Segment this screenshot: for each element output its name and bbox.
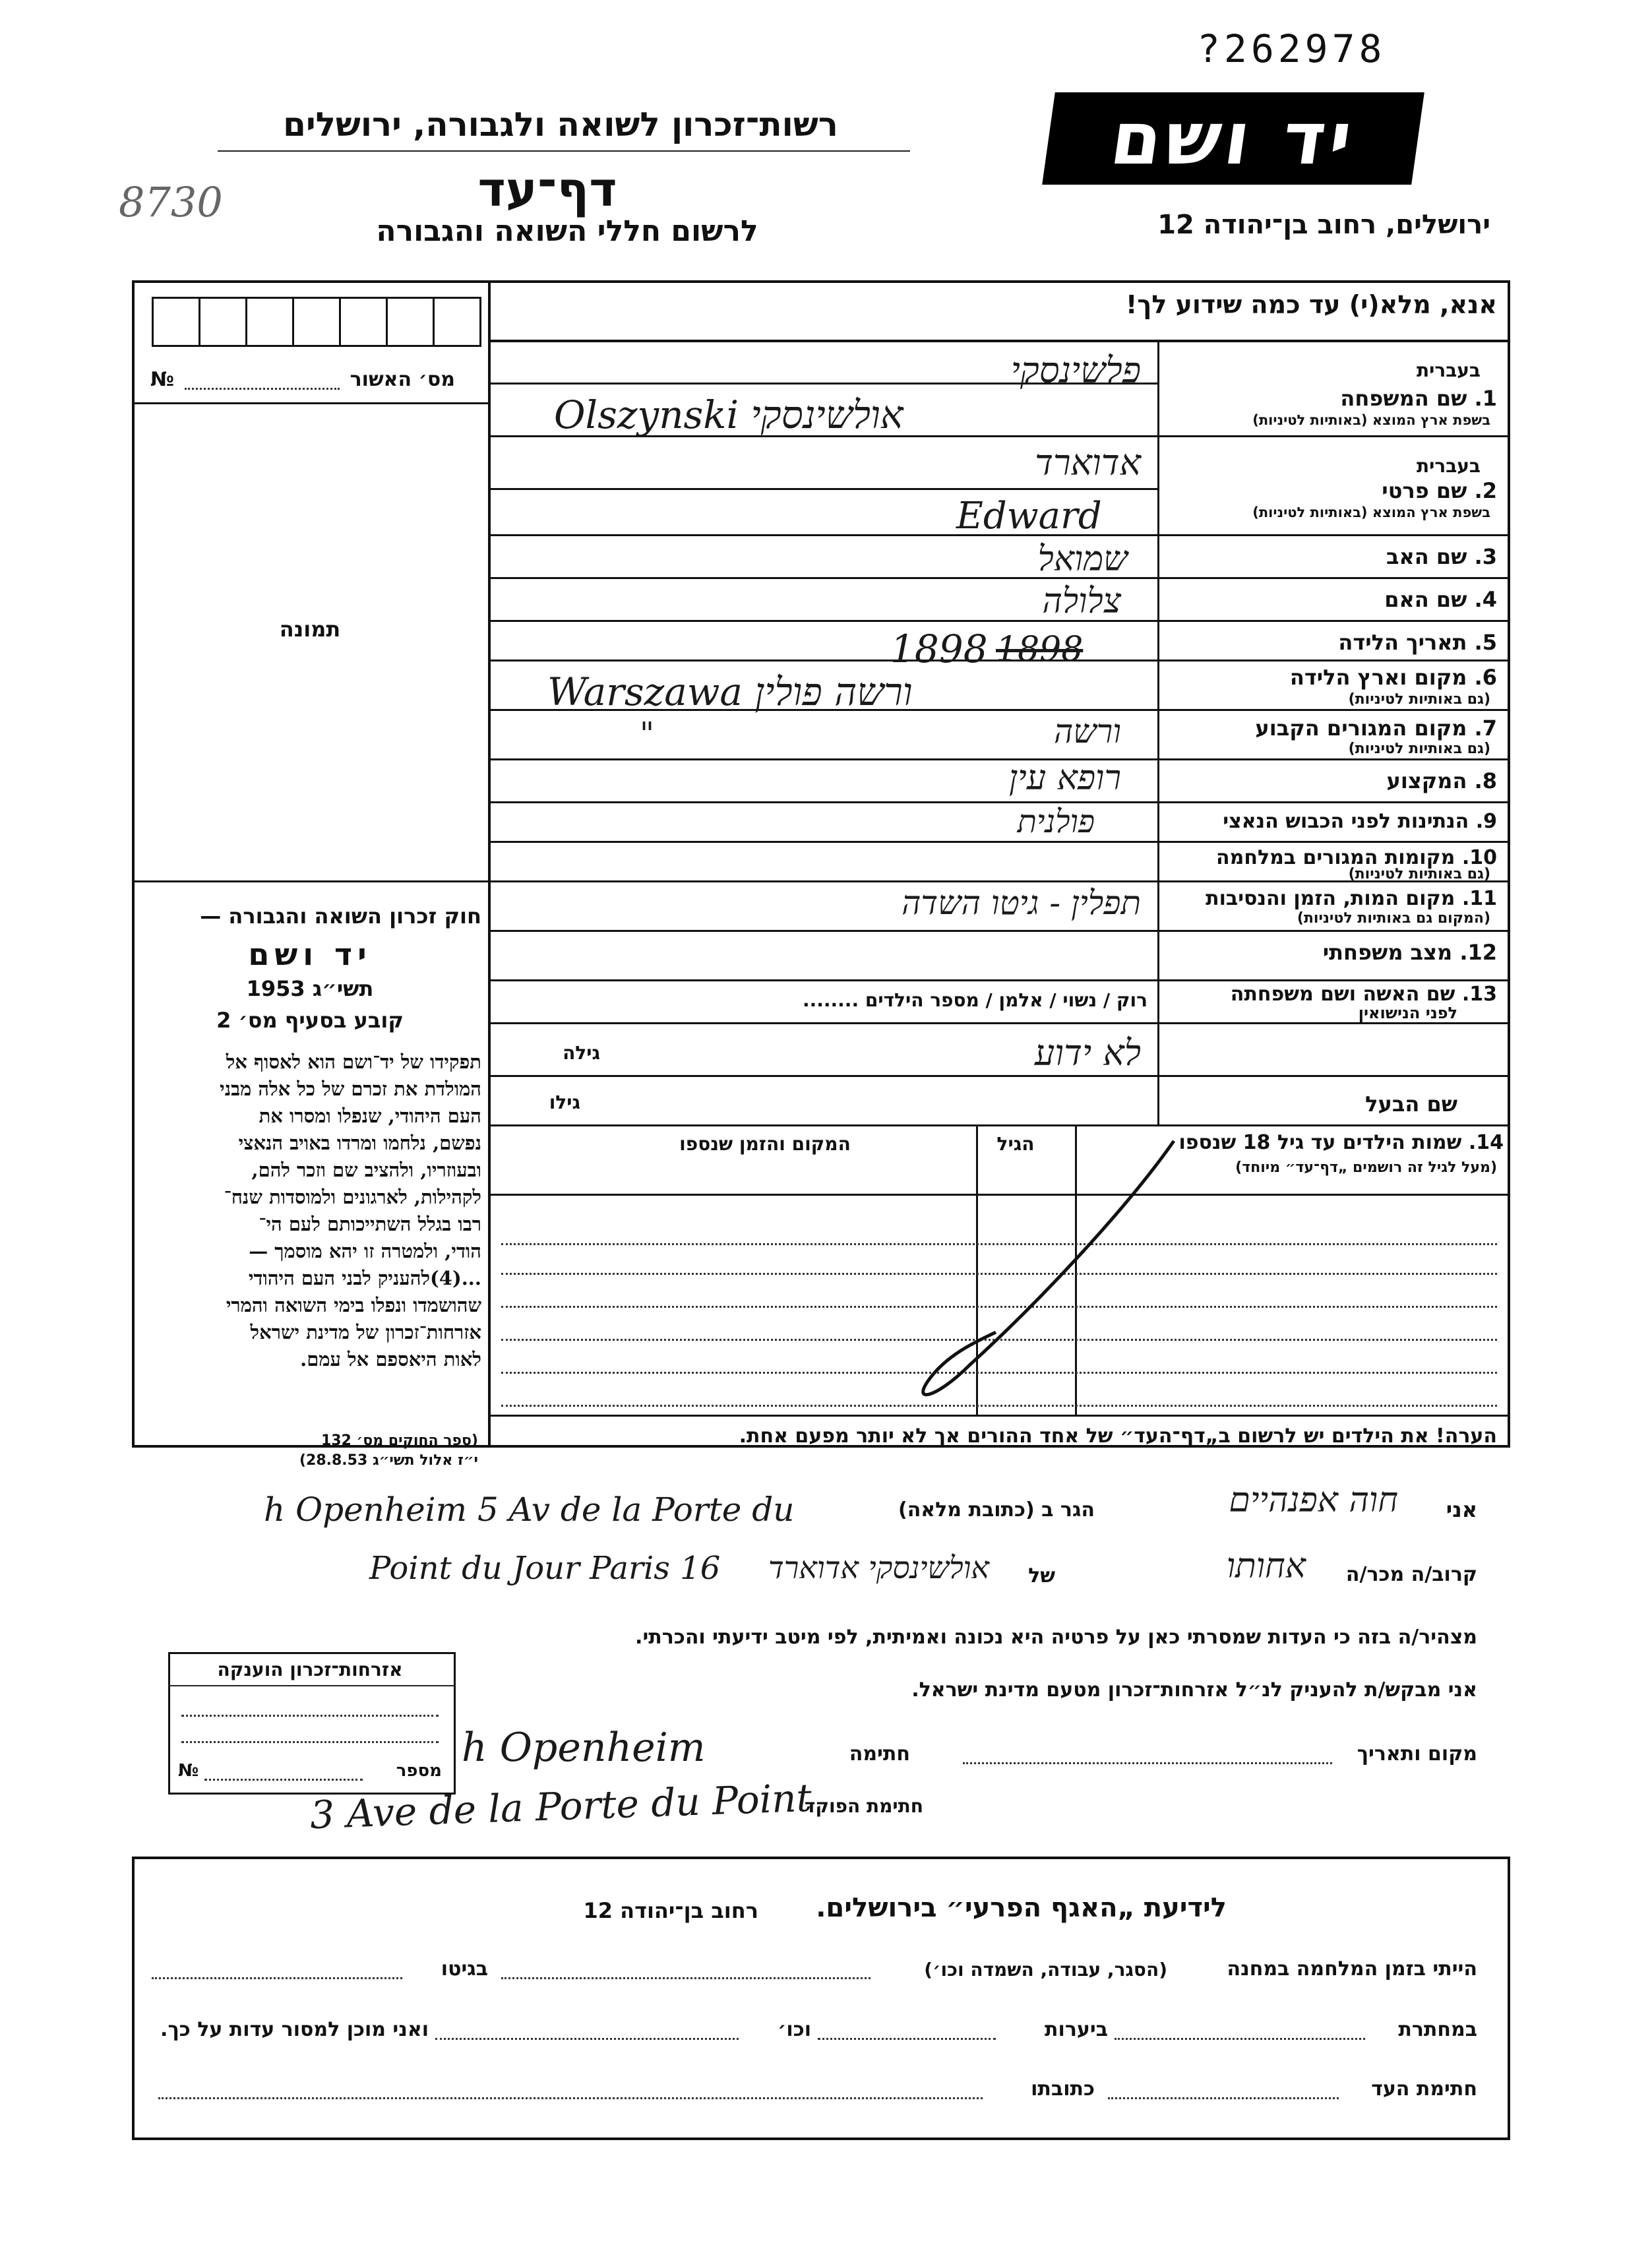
photo-label: תמונה <box>279 617 341 642</box>
wife-age-label: גילה <box>563 1042 600 1064</box>
field-5-value-struck: 1898 <box>996 630 1084 669</box>
footer-etc-label: וכו׳ <box>778 2018 811 2041</box>
field-3-value[interactable]: שמואל <box>1037 539 1128 579</box>
declaration-address-label: הגר ב (כתובת מלאה) <box>898 1498 1095 1521</box>
label-column-divider <box>1157 340 1159 1124</box>
yad-vashem-logo <box>1042 92 1424 185</box>
children-hint: (מעל לגיל זה רושמים „דף־עד״ מיוחד) <box>1235 1159 1497 1176</box>
declarant-address-line2[interactable]: Point du Jour Paris 16 <box>369 1550 721 1587</box>
footer-witness-signature-label: חתימת העד <box>1371 2077 1477 2101</box>
husband-age-label: גילו <box>549 1091 580 1113</box>
approval-no-sign: № <box>150 368 175 391</box>
law-year: תשי״ג 1953 <box>246 976 374 1001</box>
law-section: קובע בסעיף מס׳ 2 <box>216 1008 404 1033</box>
field-7-value-hebrew[interactable]: ורשה <box>1053 712 1121 751</box>
field-13-hint: לפני הנישואין <box>1358 1004 1457 1022</box>
serial-number: ?262978 <box>1197 26 1386 71</box>
children-bottom-line <box>491 1415 1510 1417</box>
law-text-line: ובעוזריו, ולהציב שם וזכר להם, <box>251 1159 481 1181</box>
field-1-label <box>1167 386 1497 411</box>
footer-address: רחוב בן־יהודה 12 <box>583 1898 758 1923</box>
law-title: חוק זכרון השואה והגבורה — <box>200 904 481 929</box>
declaration-statement: מצהיר/ה בזה כי העדות שמסרתי כאן על פרטיה היא נכונה ואמיתית, לפי מיטב ידיעתי והכרתי. <box>635 1626 1477 1649</box>
field-13-value[interactable]: לא ידוע <box>1034 1032 1141 1074</box>
field-6-num: 6. <box>1474 665 1497 690</box>
approval-number-field[interactable] <box>185 388 340 390</box>
declarant-signature[interactable]: h Openheim <box>462 1725 706 1771</box>
victim-name[interactable]: אולשינסקי אדוארד <box>768 1550 989 1585</box>
instruction: אנא, מלא(י) עד כמה שידוע לך! <box>1126 290 1497 319</box>
footer-address-field[interactable] <box>158 2097 983 2099</box>
field-1-num: 1. <box>1474 386 1497 411</box>
field-9-label <box>1167 810 1497 833</box>
footer-camp-field[interactable] <box>501 1977 871 1979</box>
row-divider <box>491 930 1510 932</box>
children-note: הערה! את הילדים יש לרשום ב„דף־העד״ של אחד ההורים אך לא יותר מפעם אחת. <box>739 1425 1497 1448</box>
field-7-title: מקום המגורים הקבוע <box>1255 716 1467 741</box>
row-divider <box>491 979 1510 981</box>
footer-right-border <box>1508 1857 1510 2140</box>
field-6-label <box>1167 665 1497 690</box>
field-4-title: שם האם <box>1384 587 1467 612</box>
field-11-hint: (המקום גם באותיות לטיניות) <box>1297 910 1490 927</box>
citizenship-box-title-line <box>168 1685 454 1686</box>
law-reference <box>135 1431 478 1471</box>
field-13-num: 13. <box>1461 983 1497 1006</box>
field-11-label <box>1167 887 1497 910</box>
victim-of-label: של <box>1028 1564 1055 1587</box>
field-2-num: 2. <box>1474 478 1497 503</box>
law-name: יד ושם <box>248 937 372 972</box>
header-address: ירושלים, רחוב בן־יהודה 12 <box>1157 210 1490 240</box>
field-12-label <box>1167 940 1497 965</box>
footer-willing-statement: ואני מוכן למסור עדות על כך. <box>160 2018 429 2041</box>
field-5-title: תאריך הלידה <box>1338 630 1467 655</box>
place-date-label: מקום ותאריך <box>1357 1742 1477 1766</box>
declaration-ani: אני <box>1446 1497 1477 1522</box>
field-7-hint: (גם באותיות לטיניות) <box>1348 741 1490 757</box>
citizenship-no-sign: № <box>178 1761 199 1781</box>
row-divider <box>491 841 1510 843</box>
field-4-num: 4. <box>1474 587 1497 612</box>
photo-top-border <box>132 402 488 404</box>
citizenship-number-label: מספר <box>396 1761 442 1781</box>
field-10-num: 10. <box>1461 846 1497 869</box>
field-8-title: המקצוע <box>1386 768 1467 793</box>
field-2-title: שם פרטי <box>1382 478 1467 503</box>
logo-text: יד ושם <box>1105 96 1361 181</box>
field-2-value-latin[interactable]: Edward <box>956 495 1102 538</box>
row-divider <box>491 488 1157 490</box>
field-11-num: 11. <box>1461 887 1497 910</box>
instruction-underline <box>491 340 1510 342</box>
field-8-value[interactable]: רופא עין <box>1008 758 1121 798</box>
law-text-line: לקהילות, לארגונים ולמוסדות שנח־ <box>224 1186 481 1208</box>
field-11-title: מקום המות, הזמן והנסיבות <box>1206 887 1455 910</box>
photo-bottom-border <box>132 880 488 882</box>
field-5-num: 5. <box>1474 630 1497 655</box>
footer-title: לידיעת „האגף הפרעי״ בירושלים. <box>816 1893 1227 1923</box>
field-3-title: שם האב <box>1386 544 1467 569</box>
declarant-name[interactable]: חוה אפנהיים <box>1229 1481 1398 1520</box>
footer-bottom-border <box>132 2137 1510 2140</box>
footer-camp-label: הייתי בזמן המלחמה במחנה <box>1227 1957 1477 1981</box>
field-7-label <box>1167 716 1497 741</box>
relation-label: קרוב/ה מכר/ה <box>1345 1563 1477 1586</box>
law-text <box>132 1049 481 1373</box>
field-1-value-latin[interactable]: Olszynski אולשינסקי <box>554 392 903 437</box>
declaration-request: אני מבקש/ת להעניק לנ״ל אזרחות־זכרון מטעם מדינת ישראל. <box>911 1678 1477 1702</box>
field-5-label <box>1167 630 1497 655</box>
footer-ghetto-label: בגיטו <box>441 1957 488 1981</box>
field-10-value[interactable]: תפלין - גיטו השדה <box>902 884 1141 922</box>
field-5-value[interactable]: 1898 <box>890 627 988 671</box>
law-text-line: אזרחות־זכרון של מדינת ישראל <box>250 1321 481 1343</box>
law-ref-line: י״ז אלול תשי״ג 28.8.53) <box>299 1452 478 1469</box>
field-1-title: שם המשפחה <box>1340 386 1467 411</box>
law-text-line: תפקידו של יד־ושם הוא לאסוף אל <box>226 1051 481 1073</box>
field-2-value-hebrew[interactable]: אדוארד <box>1035 442 1141 483</box>
official-stamp-label: חתימת הפוקד <box>804 1795 923 1817</box>
margin-note: 8730 <box>119 178 223 226</box>
field-10-hint: (גם באותיות לטיניות) <box>1348 866 1490 882</box>
approval-label: מס׳ האשור <box>350 368 455 391</box>
field-1-hebrew-tag: בעברית <box>1416 359 1481 381</box>
form-title: דף־עד <box>477 162 617 217</box>
field-12-num: 12. <box>1459 940 1497 965</box>
field-4-label <box>1167 587 1497 612</box>
footer-etc-field[interactable] <box>435 2038 739 2040</box>
relation-value[interactable]: אחותו <box>1226 1547 1306 1586</box>
approval-boxes <box>152 297 481 347</box>
strike-through-mark <box>890 1128 1187 1411</box>
authority-underline <box>218 150 910 152</box>
field-12-title: מצב משפחתי <box>1322 940 1453 965</box>
authority-name: רשות־זכרון לשואה ולגבורה, ירושלים <box>283 106 838 144</box>
children-title: שמות הילדים עד גיל 18 שנספו <box>1178 1131 1462 1154</box>
footer-left-border <box>132 1857 135 2140</box>
signature-label: חתימה <box>849 1742 910 1766</box>
footer-underground-label: במחתרת <box>1398 2018 1477 2041</box>
footer-forests-field[interactable] <box>818 2038 996 2040</box>
field-8-label <box>1167 768 1497 793</box>
children-col-age: הגיל <box>996 1133 1035 1155</box>
citizenship-number-field[interactable] <box>204 1779 363 1781</box>
footer-ghetto-field[interactable] <box>152 1977 402 1979</box>
field-9-title: הנתינות לפני הכבוש הנאצי <box>1223 810 1469 833</box>
field-7-value-latin[interactable]: " <box>640 716 655 753</box>
row-divider <box>491 1022 1510 1024</box>
official-stamp[interactable]: 3 Ave de la Porte du Point <box>309 1775 812 1838</box>
citizenship-box-line[interactable] <box>181 1741 439 1743</box>
citizenship-box-line[interactable] <box>181 1715 439 1717</box>
law-ref-line: (ספר החוקים מס׳ 132 <box>321 1432 478 1449</box>
law-text-line: נפשם, נלחמו ומרדו באויב הנאצי <box>238 1132 481 1154</box>
left-panel-divider <box>488 280 491 1448</box>
field-9-value[interactable]: פולנית <box>1017 803 1095 840</box>
footer-witness-signature-field[interactable] <box>1108 2097 1339 2099</box>
field-1-value-hebrew[interactable]: פלשינסקי <box>1010 350 1141 391</box>
form-subtitle: לרשום חללי השואה והגבורה <box>376 214 758 248</box>
law-text-line: לאות היאספם אל עמם. <box>300 1348 481 1370</box>
children-num: 14. <box>1468 1131 1504 1154</box>
field-13-label <box>1167 983 1497 1006</box>
row-divider <box>491 1075 1510 1077</box>
field-10-title: מקומות המגורים במלחמה <box>1216 846 1455 869</box>
field-13-title: שם האשה ושם משפחתה <box>1230 983 1455 1006</box>
law-text-line: שהושמדו ונפלו בימי השואה והמרי <box>226 1294 481 1316</box>
law-text-line: העם היהודי, שנפלו ומסרו את <box>259 1105 481 1127</box>
row-divider <box>491 1124 1510 1126</box>
place-date-field[interactable] <box>963 1762 1332 1764</box>
field-6-value[interactable]: Warszawa ורשה פולין <box>547 669 913 714</box>
field-1-latin-hint: בשפת ארץ המוצא (באותיות לטיניות) <box>1252 412 1490 428</box>
field-6-hint: (גם באותיות לטיניות) <box>1348 691 1490 708</box>
field-12-options[interactable]: רוק / נשוי / אלמן / מספר הילדים ........ <box>802 989 1147 1011</box>
footer-camp-hint: (הסגר, עבודה, השמדה וכו׳) <box>924 1959 1167 1981</box>
husband-label: שם הבעל <box>1365 1091 1457 1117</box>
field-9-num: 9. <box>1475 810 1497 833</box>
footer-forests-label: ביערות <box>1045 2018 1108 2041</box>
law-text-line: הודי, ולמטרה זו יהא מוסמך — <box>249 1240 481 1262</box>
footer-underground-field[interactable] <box>1115 2038 1365 2040</box>
footer-address-label: כתובתו <box>1031 2077 1095 2101</box>
children-col-place: המקום והזמן שנספו <box>679 1133 851 1155</box>
field-8-num: 8. <box>1474 768 1497 793</box>
field-6-title: מקום וארץ הלידה <box>1289 665 1467 690</box>
field-3-num: 3. <box>1474 544 1497 569</box>
declarant-address-line1[interactable]: h Openheim 5 Av de la Porte du <box>264 1490 795 1529</box>
field-3-label <box>1167 544 1497 569</box>
field-2-latin-hint: בשפת ארץ המוצא (באותיות לטיניות) <box>1252 505 1490 520</box>
field-2-hebrew-tag: בעברית <box>1416 455 1481 477</box>
law-text-line: ...(4)להעניק לבני העם היהודי <box>248 1267 481 1289</box>
field-7-num: 7. <box>1474 716 1497 741</box>
citizenship-box-title: אזרחות־זכרון הוענקה <box>217 1659 403 1680</box>
law-text-line: המולדת את זכרם של כל אלה מבני <box>220 1078 481 1100</box>
field-4-value[interactable]: צלולה <box>1042 582 1121 621</box>
law-text-line: רבו בגלל השתייכותם לעם הי־ <box>259 1213 481 1235</box>
field-2-label <box>1167 478 1497 503</box>
footer-top-border <box>132 1857 1510 1859</box>
